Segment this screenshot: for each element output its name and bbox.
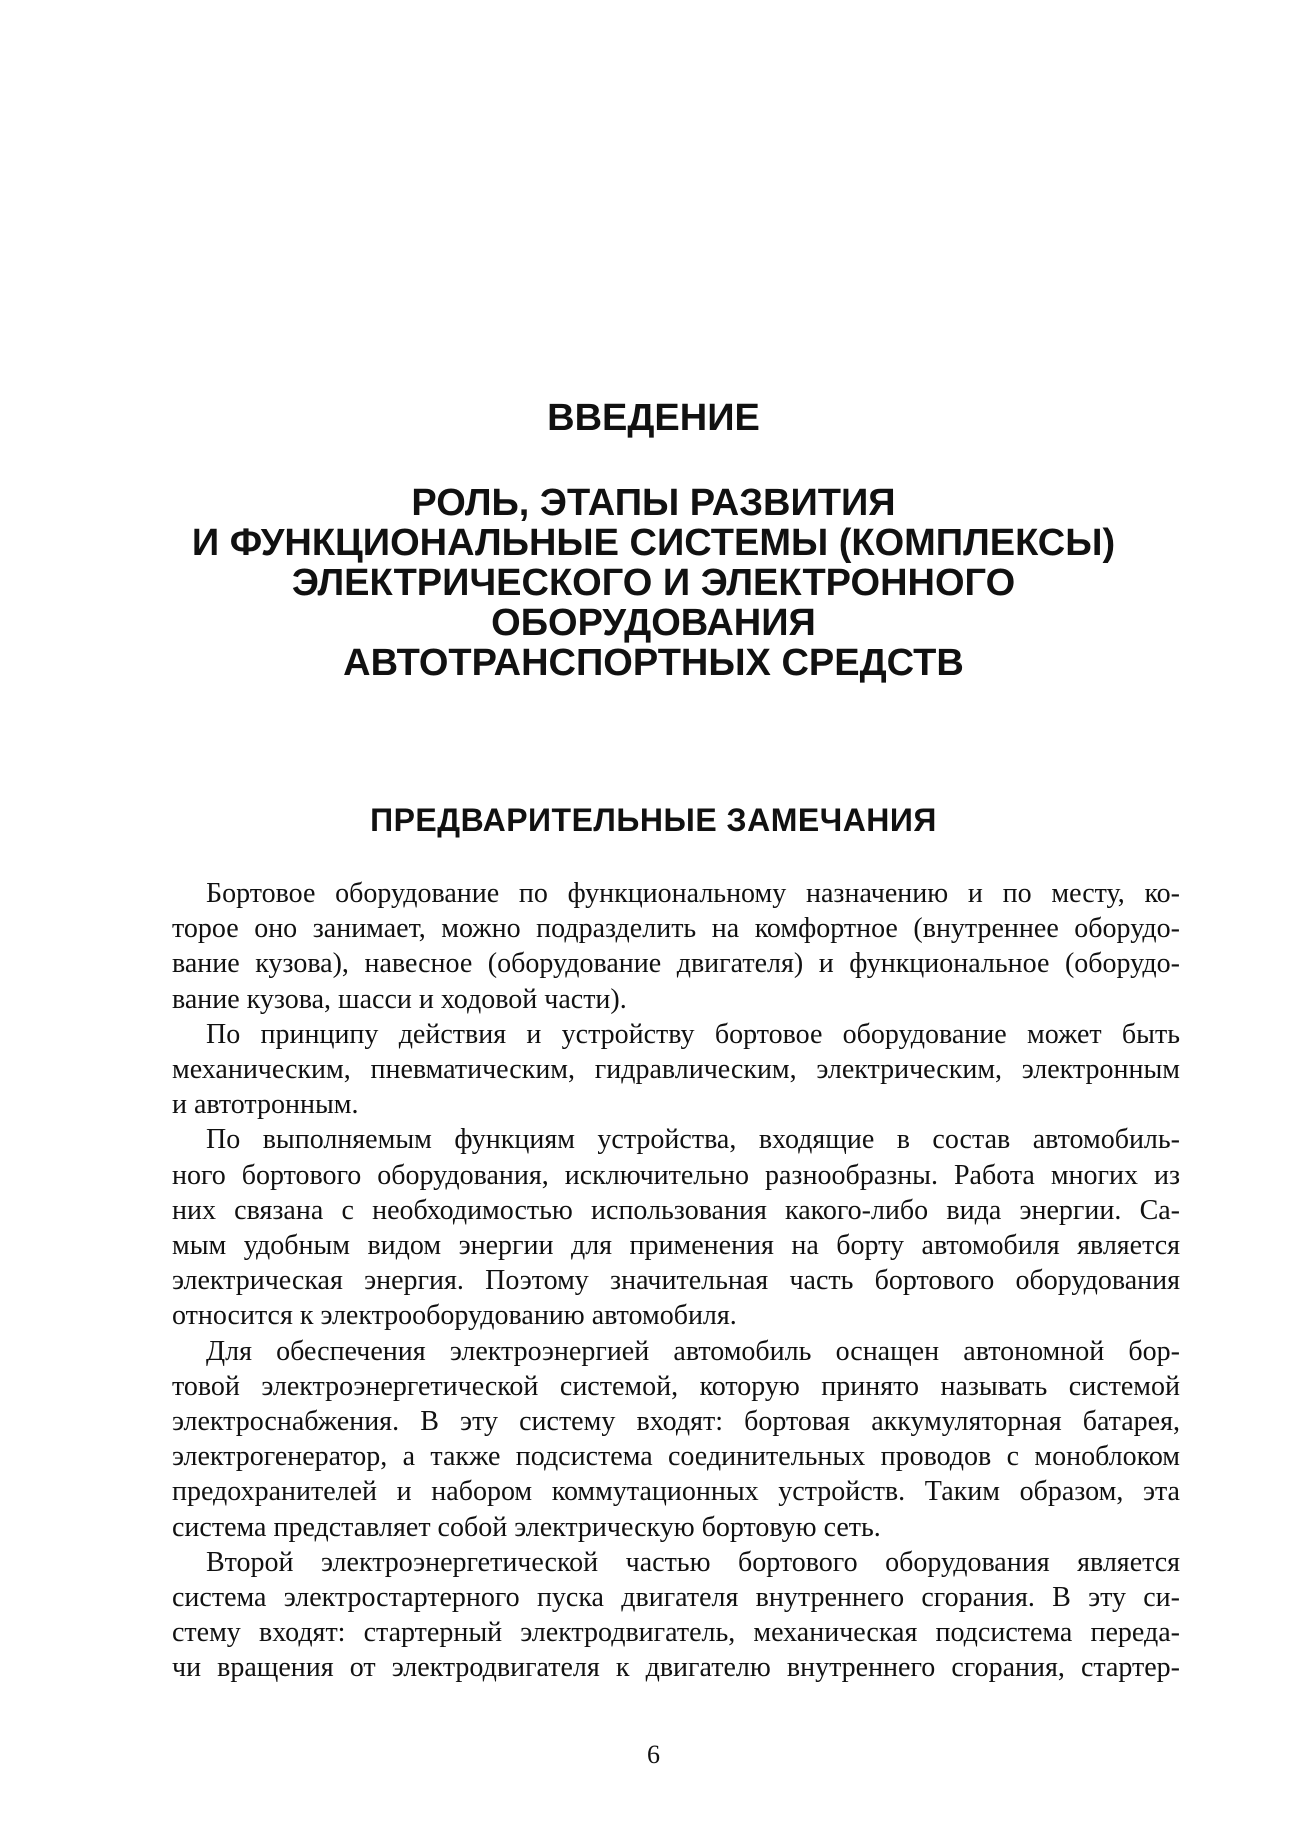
page-number: 6 [647, 1740, 660, 1769]
body-text [172, 876, 1180, 1686]
chapter-title [0, 483, 1307, 683]
text-line: чи вращения от электродвигателя к двигателю внутреннего сгорания, стартер- [172, 1652, 1180, 1684]
paragraph [172, 1545, 1180, 1686]
text-line: По выполняемым функциям устройства, входящие в состав автомобиль- [206, 1124, 1180, 1156]
text-line: система представляет собой электрическую бортовую сеть. [172, 1511, 881, 1543]
text-line: вание кузова), навесное (оборудование двигателя) и функциональное (оборудо- [172, 948, 1180, 980]
intro-title: ВВЕДЕНИЕ [547, 397, 760, 439]
paragraph [172, 1017, 1180, 1123]
text-line: электроснабжения. В эту систему входят: бортовая аккумуляторная батарея, [172, 1406, 1180, 1438]
section-title: ПРЕДВАРИТЕЛЬНЫЕ ЗАМЕЧАНИЯ [370, 802, 937, 838]
paragraph [172, 1122, 1180, 1333]
text-line: вание кузова, шасси и ходовой части). [172, 983, 627, 1015]
text-line: ного бортового оборудования, исключительно разнообразны. Работа многих из [172, 1159, 1180, 1191]
chapter-title-line: АВТОТРАНСПОРТНЫХ СРЕДСТВ [343, 642, 964, 684]
paragraph [172, 876, 1180, 1017]
text-line: Для обеспечения электроэнергией автомобиль оснащен автономной бор- [206, 1335, 1180, 1367]
text-line: них связана с необходимостью использования какого-либо вида энергии. Са- [172, 1194, 1180, 1226]
text-line: По принципу действия и устройству бортовое оборудование может быть [206, 1018, 1180, 1050]
text-line: Второй электроэнергетической частью бортового оборудования является [206, 1546, 1180, 1578]
paragraph [172, 1334, 1180, 1545]
chapter-title-line: ЭЛЕКТРИЧЕСКОГО И ЭЛЕКТРОННОГО [291, 562, 1016, 604]
text-line: стему входят: стартерный электродвигатель, механическая подсистема переда- [172, 1617, 1180, 1649]
text-line: относится к электрооборудованию автомобиля. [172, 1300, 737, 1332]
text-line: Бортовое оборудование по функциональному назначению и по месту, ко- [206, 878, 1180, 909]
chapter-title-line: ОБОРУДОВАНИЯ [491, 602, 816, 644]
text-line: торое оно занимает, можно подразделить на комфортное (внутреннее оборудо- [172, 913, 1180, 945]
text-line: и автотронным. [172, 1089, 359, 1121]
text-line: мым удобным видом энергии для применения на борту автомобиля является [172, 1230, 1180, 1262]
text-line: механическим, пневматическим, гидравлическим, электрическим, электронным [172, 1054, 1180, 1086]
text-line: электрическая энергия. Поэтому значительная часть бортового оборудования [172, 1265, 1180, 1297]
text-line: система электростартерного пуска двигателя внутреннего сгорания. В эту си- [172, 1582, 1180, 1614]
text-line: электрогенератор, а также подсистема соединительных проводов с моноблоком [172, 1441, 1180, 1473]
chapter-title-line: РОЛЬ, ЭТАПЫ РАЗВИТИЯ [411, 482, 896, 524]
text-line: предохранителей и набором коммутационных устройств. Таким образом, эта [172, 1476, 1180, 1508]
chapter-title-line: И ФУНКЦИОНАЛЬНЫЕ СИСТЕМЫ (КОМПЛЕКСЫ) [191, 522, 1116, 564]
text-line: товой электроэнергетической системой, которую принято называть системой [172, 1370, 1180, 1402]
